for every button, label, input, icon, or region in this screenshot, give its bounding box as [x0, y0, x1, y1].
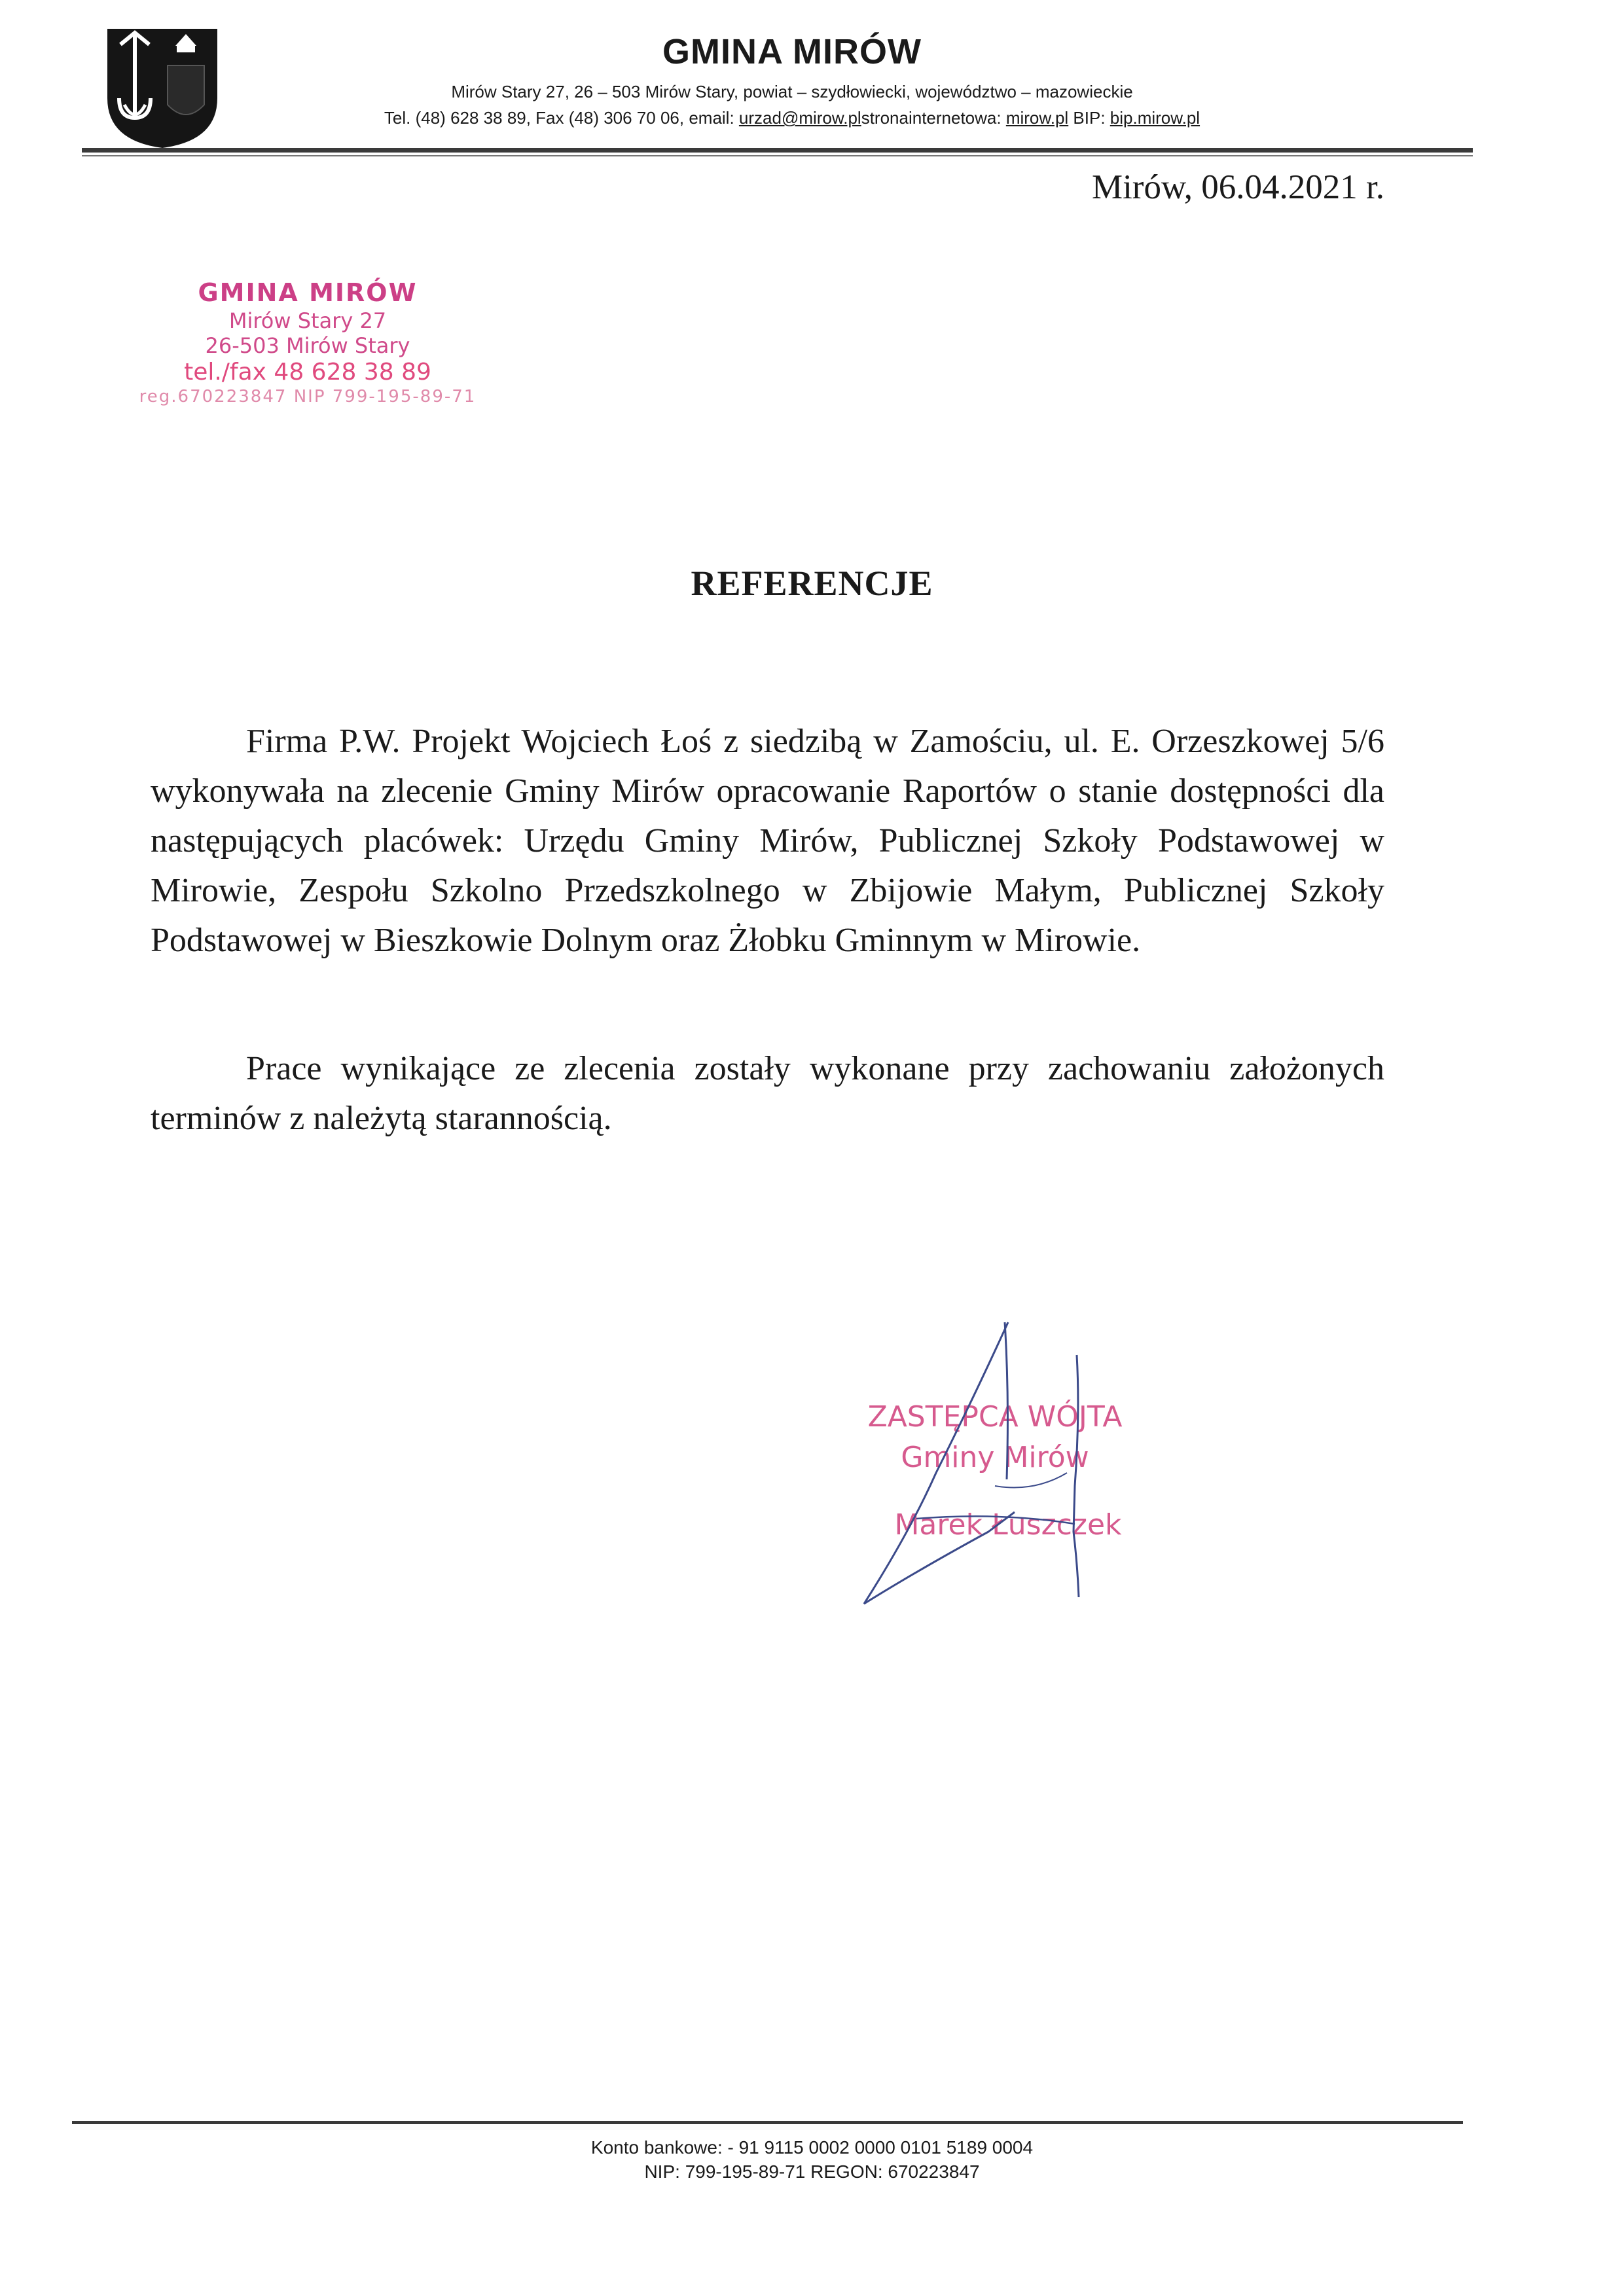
body-paragraph-2: Prace wynikające ze zlecenia zostały wykonane przy zachowaniu założonych terminów z należytą starannością.: [151, 1050, 1384, 1137]
stamp-line-phone: tel./fax 48 628 38 89: [184, 359, 431, 386]
stamp-line-city: 26-503 Mirów Stary: [205, 333, 410, 358]
stamp-line-name: GMINA MIRÓW: [198, 278, 418, 307]
bip-label: BIP:: [1068, 108, 1110, 128]
contact-line: [236, 108, 1348, 128]
date-line: Mirów, 06.04.2021 r.: [1091, 168, 1384, 206]
signature-stamp-office: Gminy Mirów: [901, 1441, 1089, 1474]
footer-divider: [72, 2121, 1463, 2124]
header-divider-thin: [82, 155, 1473, 156]
contact-text: Tel. (48) 628 38 89, Fax (48) 306 70 06, email:: [384, 108, 739, 128]
signature-stamp-person: Marek Łuszczek: [894, 1508, 1122, 1542]
body-paragraph-1: Firma P.W. Projekt Wojciech Łoś z siedzibą w Zamościu, ul. E. Orzeszkowej 5/6 wykonywała na zlecenie Gminy Mirów opracowanie Raportów o stanie dostępności dla następujących placówek: Urzędu Gminy Mirów, Publicznej Szkoły Podstawowej w Mirowie, Zespołu Szkolno Przedszkolnego w Zbijowie Małym, Publicznej Szkoły Podstawowej w Bieszkowie Dolnym oraz Żłobku Gminnym w Mirowie.: [151, 723, 1384, 959]
coat-of-arms-logo: [105, 26, 220, 151]
footer-bank-account: Konto bankowe: - 91 9115 0002 0000 0101 5189 0004: [590, 2137, 1034, 2158]
email-link[interactable]: urzad@mirow.pl: [738, 108, 861, 128]
bip-link[interactable]: bip.mirow.pl: [1110, 108, 1200, 128]
handwritten-signature: [838, 1316, 1178, 1623]
address-line: Mirów Stary 27, 26 – 503 Mirów Stary, powiat – szydłowiecki, województwo – mazowieckie: [451, 82, 1133, 101]
organization-name: GMINA MIRÓW: [662, 32, 922, 71]
stamp-line-street: Mirów Stary 27: [228, 308, 387, 333]
website-label: stronainternetowa:: [861, 108, 1006, 128]
document-title: REFERENCJE: [691, 564, 933, 603]
office-stamp: [124, 278, 491, 407]
footer-ids: NIP: 799-195-89-71 REGON: 670223847: [644, 2161, 980, 2182]
signature-stamp-title: ZASTĘPCA WÓJTA: [867, 1400, 1123, 1434]
website-link[interactable]: mirow.pl: [1005, 108, 1069, 128]
stamp-line-ids: reg.670223847 NIP 799-195-89-71: [139, 386, 477, 407]
header-divider: [82, 148, 1473, 153]
